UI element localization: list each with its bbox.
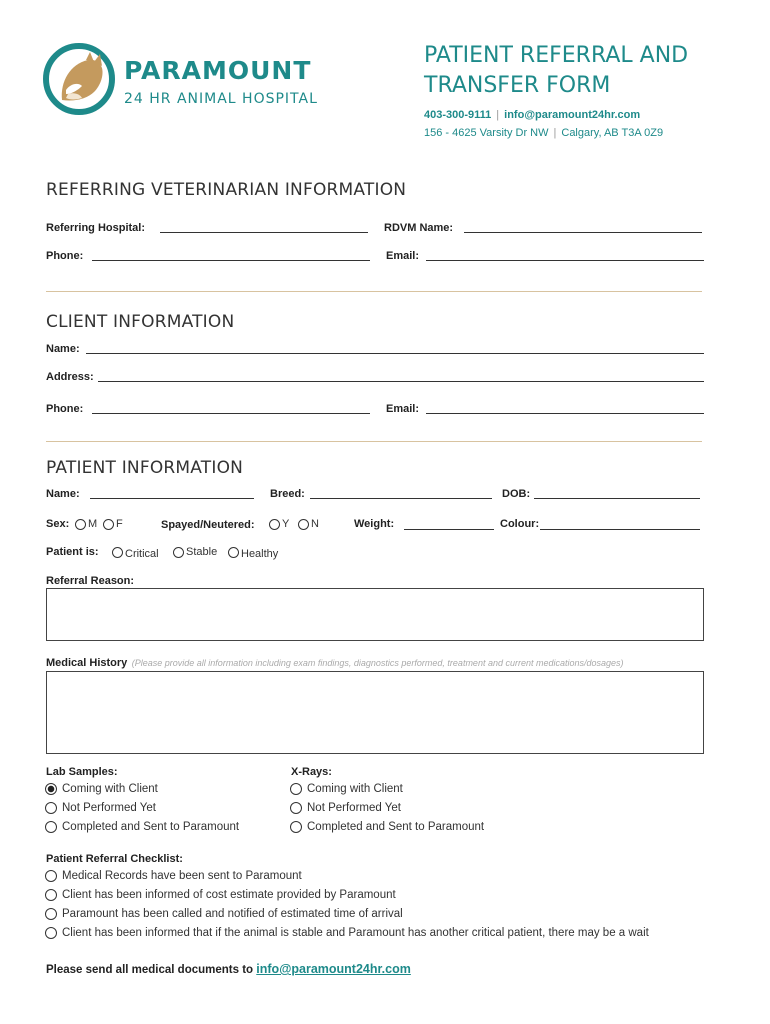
address-city: Calgary, AB T3A 0Z9 xyxy=(561,127,664,139)
client-phone-field[interactable] xyxy=(92,413,370,414)
xray-option-label: Completed and Sent to Paramount xyxy=(307,821,485,833)
checklist-item[interactable] xyxy=(45,870,302,882)
lab-option-not-performed[interactable] xyxy=(45,802,156,814)
patient-name-label: Name: xyxy=(46,488,80,500)
spayed-n-label: N xyxy=(311,518,319,530)
rdvm-name-label: RDVM Name: xyxy=(384,222,454,234)
patient-name-field[interactable] xyxy=(90,498,254,499)
checklist-item-radio[interactable] xyxy=(45,927,57,939)
sex-label: Sex: xyxy=(46,518,70,530)
xray-option-label: Not Performed Yet xyxy=(307,802,401,814)
form-title xyxy=(424,41,744,101)
medical-history-header xyxy=(46,653,624,671)
status-healthy-label: Healthy xyxy=(241,548,279,560)
checklist-item[interactable] xyxy=(45,889,396,901)
form-title-line-1: PATIENT REFERRAL AND xyxy=(424,43,689,68)
spayed-y-label: Y xyxy=(282,518,290,530)
checklist-item-radio[interactable] xyxy=(45,870,57,882)
footer-instruction xyxy=(46,962,411,976)
colour-field[interactable] xyxy=(540,529,700,530)
section-divider xyxy=(46,441,702,442)
lab-samples-title: Lab Samples: xyxy=(46,766,118,778)
checklist-item-radio[interactable] xyxy=(45,889,57,901)
spayed-y-radio[interactable] xyxy=(269,519,280,530)
status-stable-label: Stable xyxy=(186,546,218,558)
status-critical-label: Critical xyxy=(125,548,159,560)
lab-option-coming-radio[interactable] xyxy=(45,783,57,795)
client-name-label: Name: xyxy=(46,343,80,355)
section-title-patient: PATIENT INFORMATION xyxy=(46,458,244,478)
form-title-line-2: TRANSFER FORM xyxy=(424,73,611,98)
hospital-email-link[interactable]: info@paramount24hr.com xyxy=(504,109,641,121)
checklist-item-label: Client has been informed that if the animal is stable and Paramount has another critical patient, there may be a wait xyxy=(62,927,649,939)
lab-option-completed-radio[interactable] xyxy=(45,821,57,833)
sex-f-label: F xyxy=(116,518,123,530)
footer-email-link[interactable]: info@paramount24hr.com xyxy=(256,962,411,976)
status-healthy-radio[interactable] xyxy=(228,547,239,558)
referring-phone-label: Phone: xyxy=(46,250,84,262)
referring-email-label: Email: xyxy=(386,250,420,262)
medical-history-label: Medical History xyxy=(46,657,128,669)
xray-option-not-performed-radio[interactable] xyxy=(290,802,302,814)
referring-hospital-field[interactable] xyxy=(160,232,368,233)
xray-option-coming-radio[interactable] xyxy=(290,783,302,795)
contact-line xyxy=(424,109,640,121)
address-line xyxy=(424,127,663,139)
xray-option-label: Coming with Client xyxy=(307,783,403,795)
hospital-phone: 403-300-9111 xyxy=(424,109,492,121)
xray-option-coming[interactable] xyxy=(290,783,403,795)
referral-reason-label: Referral Reason: xyxy=(46,575,135,587)
checklist-title: Patient Referral Checklist: xyxy=(46,853,183,865)
patient-status-label: Patient is: xyxy=(46,546,99,558)
brand-subtitle: 24 HR ANIMAL HOSPITAL xyxy=(124,91,318,107)
colour-label: Colour: xyxy=(500,518,540,530)
sex-m-label: M xyxy=(88,518,98,530)
spayed-n-radio[interactable] xyxy=(298,519,309,530)
xray-option-completed-radio[interactable] xyxy=(290,821,302,833)
sex-f-radio[interactable] xyxy=(103,519,114,530)
dob-label: DOB: xyxy=(502,488,531,500)
client-address-field[interactable] xyxy=(98,381,704,382)
referring-hospital-label: Referring Hospital: xyxy=(46,222,146,234)
sex-m-radio[interactable] xyxy=(75,519,86,530)
referring-email-field[interactable] xyxy=(426,260,704,261)
checklist-item[interactable] xyxy=(45,927,649,939)
client-email-field[interactable] xyxy=(426,413,704,414)
checklist-item-label: Medical Records have been sent to Paramount xyxy=(62,870,302,882)
lab-option-completed[interactable] xyxy=(45,821,239,833)
xray-option-completed[interactable] xyxy=(290,821,484,833)
client-name-field[interactable] xyxy=(86,353,704,354)
section-title-client: CLIENT INFORMATION xyxy=(46,312,235,332)
status-critical-radio[interactable] xyxy=(112,547,123,558)
dob-field[interactable] xyxy=(534,498,700,499)
medical-history-note: (Please provide all information including exam findings, diagnostics performed, treatment and current medications/dosages) xyxy=(131,658,624,668)
medical-history-textarea[interactable] xyxy=(46,671,704,754)
lab-option-label: Not Performed Yet xyxy=(62,802,156,814)
lab-option-not-performed-radio[interactable] xyxy=(45,802,57,814)
lab-option-coming[interactable] xyxy=(45,783,158,795)
section-divider xyxy=(46,291,702,292)
checklist-item[interactable] xyxy=(45,908,403,920)
checklist-item-label: Client has been informed of cost estimate provided by Paramount xyxy=(62,889,396,901)
client-phone-label: Phone: xyxy=(46,403,84,415)
lab-option-label: Completed and Sent to Paramount xyxy=(62,821,240,833)
separator: | xyxy=(496,109,500,121)
breed-label: Breed: xyxy=(270,488,305,500)
client-email-label: Email: xyxy=(386,403,420,415)
brand-name: PARAMOUNT xyxy=(124,56,312,85)
client-address-label: Address: xyxy=(46,371,94,383)
spayed-neutered-label: Spayed/Neutered: xyxy=(161,519,255,531)
xrays-title: X-Rays: xyxy=(291,766,332,778)
paramount-logo-icon xyxy=(42,42,116,116)
footer-text: Please send all medical documents to xyxy=(46,964,254,976)
breed-field[interactable] xyxy=(310,498,492,499)
checklist-item-radio[interactable] xyxy=(45,908,57,920)
address-street: 156 - 4625 Varsity Dr NW xyxy=(424,127,549,139)
lab-option-label: Coming with Client xyxy=(62,783,158,795)
referral-reason-textarea[interactable] xyxy=(46,588,704,641)
rdvm-name-field[interactable] xyxy=(464,232,702,233)
separator: | xyxy=(553,127,557,139)
section-title-referring: REFERRING VETERINARIAN INFORMATION xyxy=(46,180,407,200)
status-stable-radio[interactable] xyxy=(173,547,184,558)
weight-label: Weight: xyxy=(354,518,395,530)
referring-phone-field[interactable] xyxy=(92,260,370,261)
xray-option-not-performed[interactable] xyxy=(290,802,401,814)
checklist-item-label: Paramount has been called and notified of estimated time of arrival xyxy=(62,908,403,920)
weight-field[interactable] xyxy=(404,529,494,530)
